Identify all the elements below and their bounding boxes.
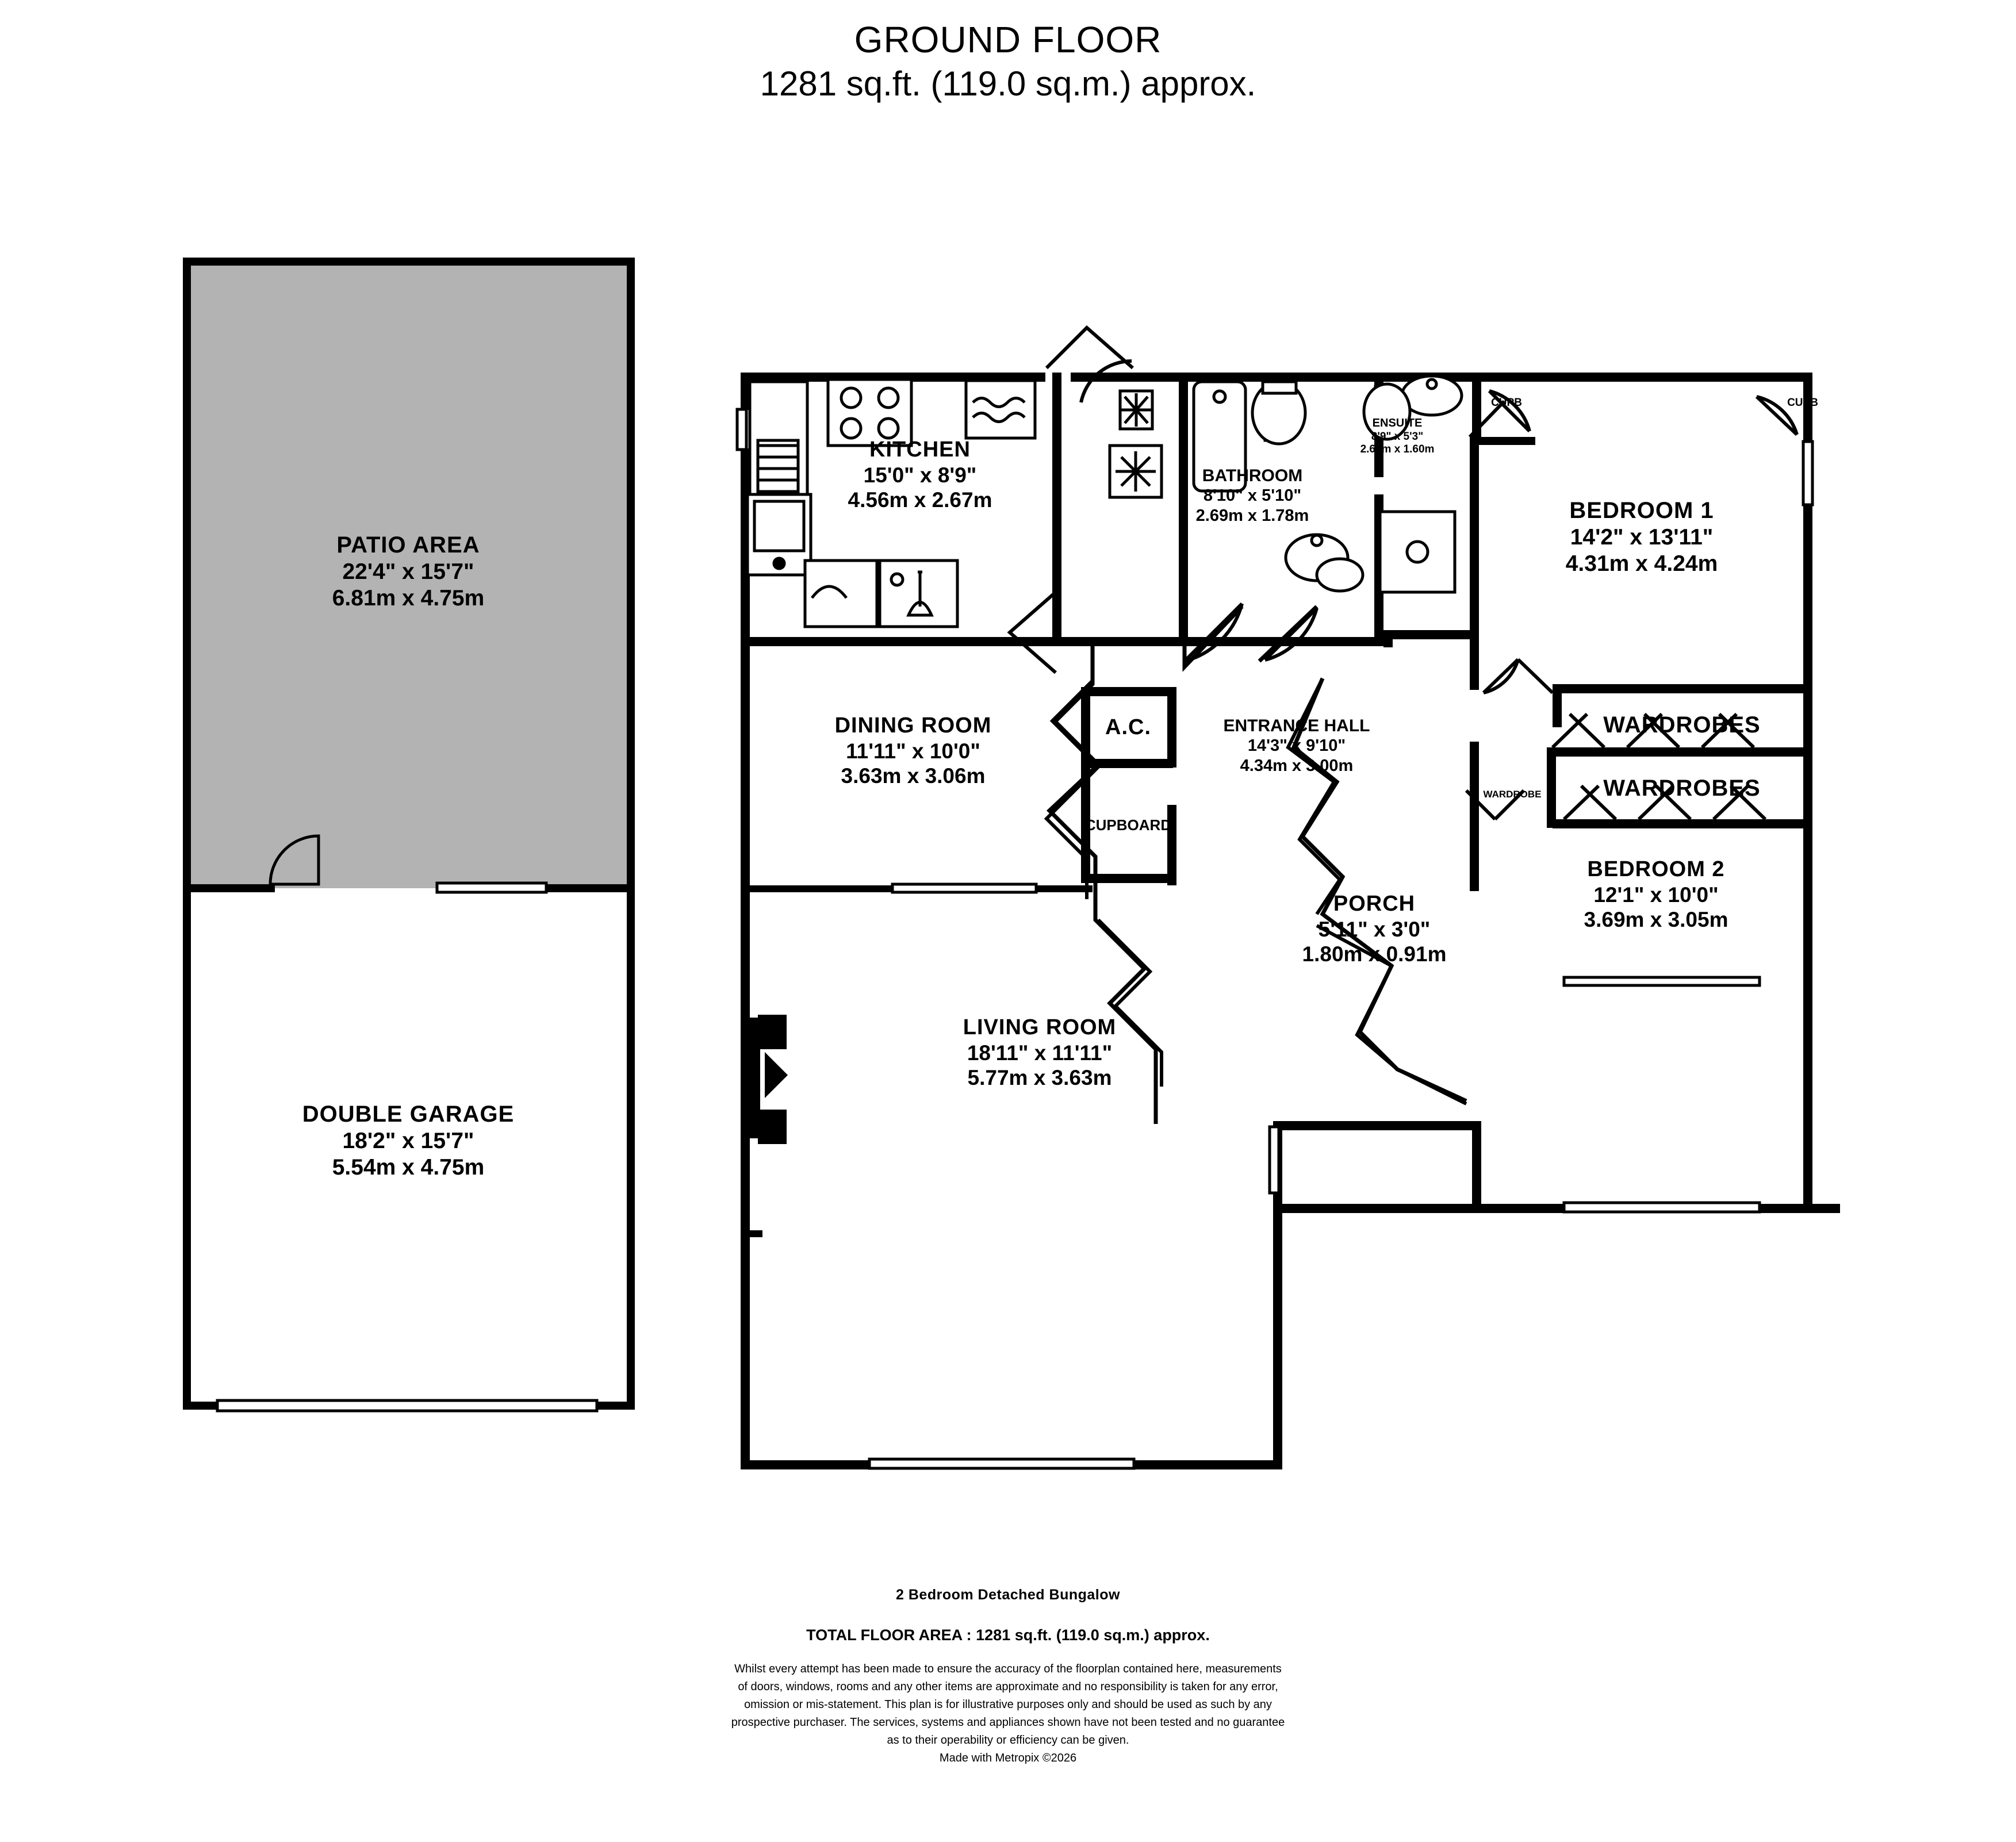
room-label-bathroom: BATHROOM 8'10" x 5'10" 2.69m x 1.78m xyxy=(1195,466,1309,525)
ensuite-fittings xyxy=(1317,376,1462,592)
disclaimer-line: Whilst every attempt has been made to ensure the accuracy of the floorplan contained here, measurements xyxy=(734,1663,1282,1675)
room-label-entrance-hall: ENTRANCE HALL 14'3" x 9'10" 4.34m x 3.00m xyxy=(1223,716,1370,775)
room-label-patio: PATIO AREA 22'4" x 15'7" 6.81m x 4.75m xyxy=(332,532,485,611)
room-label-porch: PORCH 5'11" x 3'0" 1.80m x 0.91m xyxy=(1302,892,1447,966)
room-label-garage: DOUBLE GARAGE 18'2" x 15'7" 5.54m x 4.75m xyxy=(302,1102,515,1180)
disclaimer-line: omission or mis-statement. This plan is for illustrative purposes only and should be used as such by any xyxy=(744,1698,1272,1711)
label-cupboard: CUPBOARD xyxy=(1084,816,1172,834)
room-label-living: LIVING ROOM 18'11" x 11'11" 5.77m x 3.63m xyxy=(963,1015,1117,1090)
room-label-ensuite: ENSUITE 8'9" x 5'3" 2.67m x 1.60m xyxy=(1360,417,1435,455)
room-label-kitchen: KITCHEN 15'0" x 8'9" 4.56m x 2.67m xyxy=(848,438,992,512)
disclaimer-line: prospective purchaser. The services, systems and appliances shown have not been tested and no guarantee xyxy=(731,1716,1285,1729)
disclaimer-line: of doors, windows, rooms and any other items are approximate and no responsibility is taken for any error, xyxy=(738,1680,1278,1693)
property-type: 2 Bedroom Detached Bungalow xyxy=(896,1587,1120,1603)
label-ac: A.C. xyxy=(1105,715,1151,739)
label-wardrobes-2: WARDROBES xyxy=(1603,776,1761,801)
label-wardrobes-1: WARDROBES xyxy=(1603,712,1761,738)
page-title xyxy=(0,17,2016,106)
metropix-credit: Made with Metropix ©2026 xyxy=(939,1752,1077,1764)
total-floor-area: TOTAL FLOOR AREA : 1281 sq.ft. (119.0 sq.m.) approx. xyxy=(806,1626,1210,1644)
label-wardrobe-side: WARDROBE xyxy=(1483,789,1542,800)
label-cupb-left: CUPB xyxy=(1491,397,1522,409)
floor-area: 1281 sq.ft. (119.0 sq.m.) approx. xyxy=(760,64,1256,103)
disclaimer-line: as to their operability or efficiency can be given. xyxy=(887,1734,1129,1747)
floor-title: GROUND FLOOR xyxy=(854,19,1162,60)
room-label-bedroom-2: BEDROOM 2 12'1" x 10'0" 3.69m x 3.05m xyxy=(1584,857,1728,932)
room-label-bedroom-1: BEDROOM 1 14'2" x 13'11" 4.31m x 4.24m xyxy=(1565,498,1718,577)
footer xyxy=(0,1587,2016,1767)
label-cupb-right: CUPB xyxy=(1787,397,1818,409)
disclaimer xyxy=(0,1660,2016,1767)
room-label-dining: DINING ROOM 11'11" x 10'0" 3.63m x 3.06m xyxy=(834,713,992,788)
